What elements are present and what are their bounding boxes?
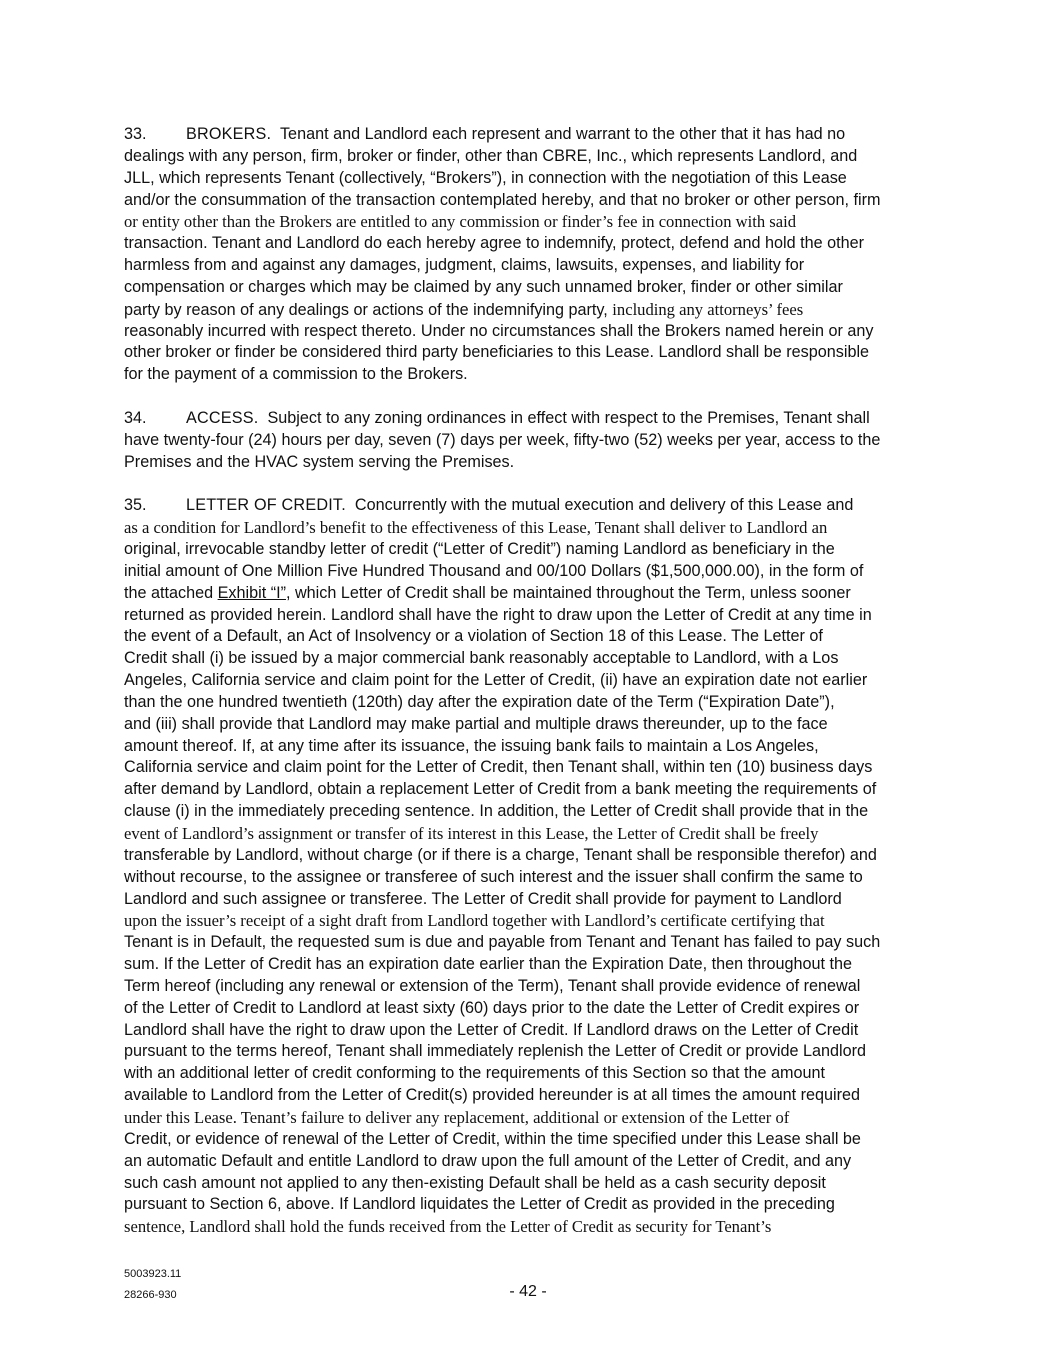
text-line: the event of a Default, an Act of Insolvency or a violation of Section 18 of this Lease. The Letter of [124, 627, 823, 646]
text-line: for the payment of a commission to the Brokers. [124, 365, 468, 384]
text-line: with an additional letter of credit conforming to the requirements of this Section so that the amount [124, 1064, 825, 1083]
text-line: compensation or charges which may be claimed by any such unnamed broker, finder or other similar [124, 277, 843, 296]
text-line: after demand by Landlord, obtain a replacement Letter of Credit from a bank meeting the requirements of [124, 780, 877, 799]
section-35-line-1 [124, 495, 932, 517]
section-number: 34. [124, 408, 147, 427]
text-line: event of Landlord’s assignment or transfer of its interest in this Lease, the Letter of Credit shall be freely [124, 824, 819, 843]
text-line: harmless from and against any damages, judgment, claims, lawsuits, expenses, and liability for [124, 256, 805, 275]
text-line: Credit, or evidence of renewal of the Letter of Credit, within the time specified under this Lease shall be [124, 1129, 861, 1148]
footer-doc-number: 5003923.11 [124, 1268, 182, 1280]
text-line: returned as provided herein. Landlord shall have the right to draw upon the Letter of Credit at any time in [124, 605, 872, 624]
text-line: other broker or finder be considered third party beneficiaries to this Lease. Landlord shall be responsible [124, 343, 870, 362]
text-fragment: party by reason of any dealings or actions of the indemnifying party, [124, 300, 613, 319]
text-line: dealings with any person, firm, broker or finder, other than CBRE, Inc., which represents Landlord, and [124, 146, 858, 165]
text-line: California service and claim point for the Letter of Credit, then Tenant shall, within ten (10) business days [124, 758, 873, 777]
text-line: than the one hundred twentieth (120th) day after the expiration date of the Term (“Expiration Date”), [124, 692, 835, 711]
section-33-line-1 [124, 124, 932, 146]
paragraph-spacer [124, 386, 932, 408]
text-line: or entity other than the Brokers are entitled to any commission or finder’s fee in connection with said [124, 212, 797, 232]
text-line: pursuant to Section 6, above. If Landlord liquidates the Letter of Credit as provided in the preceding [124, 1195, 835, 1214]
footer-matter-number: 28266-930 [124, 1289, 177, 1301]
text-line: Term hereof (including any renewal or extension of the Term), Tenant shall provide evidence of renewal [124, 976, 861, 995]
text-line: original, irrevocable standby letter of credit (“Letter of Credit”) naming Landlord as beneficiary in the [124, 540, 835, 559]
text-line: Tenant and Landlord each represent and warrant to the other that it has had no [279, 125, 846, 143]
text-line: sum. If the Letter of Credit has an expiration date earlier than the Expiration Date, then throughout the [124, 955, 852, 974]
page-number: - 42 - [509, 1283, 547, 1300]
section-caption: ACCESS. [186, 408, 259, 427]
text-line: an automatic Default and entitle Landlord to draw upon the full amount of the Letter of Credit, and any [124, 1151, 852, 1170]
text-fragment: the attached [124, 583, 218, 602]
text-line: Premises and the HVAC system serving the Premises. [124, 452, 515, 471]
text-line: without recourse, to the assignee or transferee of such interest and the issuer shall confirm the same to [124, 867, 863, 886]
text-line-mixed [124, 299, 932, 321]
text-line: Credit shall (i) be issued by a major commercial bank reasonably acceptable to Landlord, with a Los [124, 649, 839, 668]
text-line: Landlord and such assignee or transferee. The Letter of Credit shall provide for payment to Landlord [124, 889, 842, 908]
text-line: JLL, which represents Tenant (collectively, “Brokers”), in connection with the negotiation of this Lease [124, 168, 847, 187]
text-line: sentence, Landlord shall hold the funds received from the Letter of Credit as security for Tenant’s [124, 1217, 772, 1237]
text-line: Concurrently with the mutual execution and delivery of this Lease and [354, 496, 854, 515]
text-line: upon the issuer’s receipt of a sight draft from Landlord together with Landlord’s certificate certifying that [124, 911, 825, 931]
text-line: Angeles, California service and claim point for the Letter of Credit, (ii) have an expiration date not earlier [124, 671, 868, 690]
text-line: initial amount of One Million Five Hundred Thousand and 00/100 Dollars ($1,500,000.00), in the form of [124, 561, 864, 580]
section-caption: BROKERS. [186, 125, 272, 143]
exhibit-reference: Exhibit “I” [217, 583, 286, 602]
text-line: amount thereof. If, at any time after its issuance, the issuing bank fails to maintain a Los Angeles, [124, 736, 819, 755]
text-line: pursuant to the terms hereof, Tenant shall immediately replenish the Letter of Credit or provide Landlord [124, 1042, 867, 1061]
text-line: have twenty-four (24) hours per day, seven (7) days per week, fifty-two (52) weeks per year, access to the [124, 430, 881, 449]
text-line: transferable by Landlord, without charge (or if there is a charge, Tenant shall be responsible therefor) and [124, 845, 877, 864]
text-line: and (iii) shall provide that Landlord may make partial and multiple draws thereunder, up to the face [124, 714, 828, 733]
text-line: clause (i) in the immediately preceding sentence. In addition, the Letter of Credit shall provide that in the [124, 802, 869, 821]
section-34-line-1 [124, 408, 932, 430]
text-line: Subject to any zoning ordinances in effect with respect to the Premises, Tenant shall [267, 408, 870, 427]
text-fragment: , which Letter of Credit shall be maintained throughout the Term, unless sooner [285, 583, 851, 602]
document-body [124, 124, 932, 1238]
text-line: and/or the consummation of the transaction contemplated hereby, and that no broker or other person, firm [124, 190, 881, 209]
section-number: 35. [124, 496, 147, 515]
text-line: such cash amount not applied to any then-existing Default shall be held as a cash security deposit [124, 1173, 826, 1192]
text-line: Landlord shall have the right to draw upon the Letter of Credit. If Landlord draws on the Letter of Credit [124, 1020, 859, 1039]
text-line: Tenant is in Default, the requested sum is due and payable from Tenant and Tenant has failed to pay such [124, 933, 881, 952]
text-line: transaction. Tenant and Landlord do each hereby agree to indemnify, protect, defend and hold the other [124, 234, 865, 253]
text-fragment: including any attorneys’ fees [612, 299, 804, 319]
paragraph-spacer [124, 474, 932, 496]
text-line-with-exhibit-reference [124, 583, 932, 605]
section-caption: LETTER OF CREDIT. [186, 496, 346, 515]
text-line: of the Letter of Credit to Landlord at least sixty (60) days prior to the date the Letter of Credit expires or [124, 998, 860, 1017]
text-line: as a condition for Landlord’s benefit to the effectiveness of this Lease, Tenant shall deliver to Landlord an [124, 518, 828, 538]
text-line: reasonably incurred with respect thereto. Under no circumstances shall the Brokers named herein or any [124, 321, 874, 340]
section-number: 33. [124, 125, 147, 143]
text-line: under this Lease. Tenant’s failure to deliver any replacement, additional or extension of the Letter of [124, 1107, 790, 1127]
text-line: available to Landlord from the Letter of Credit(s) provided hereunder is at all times the amount required [124, 1086, 861, 1105]
